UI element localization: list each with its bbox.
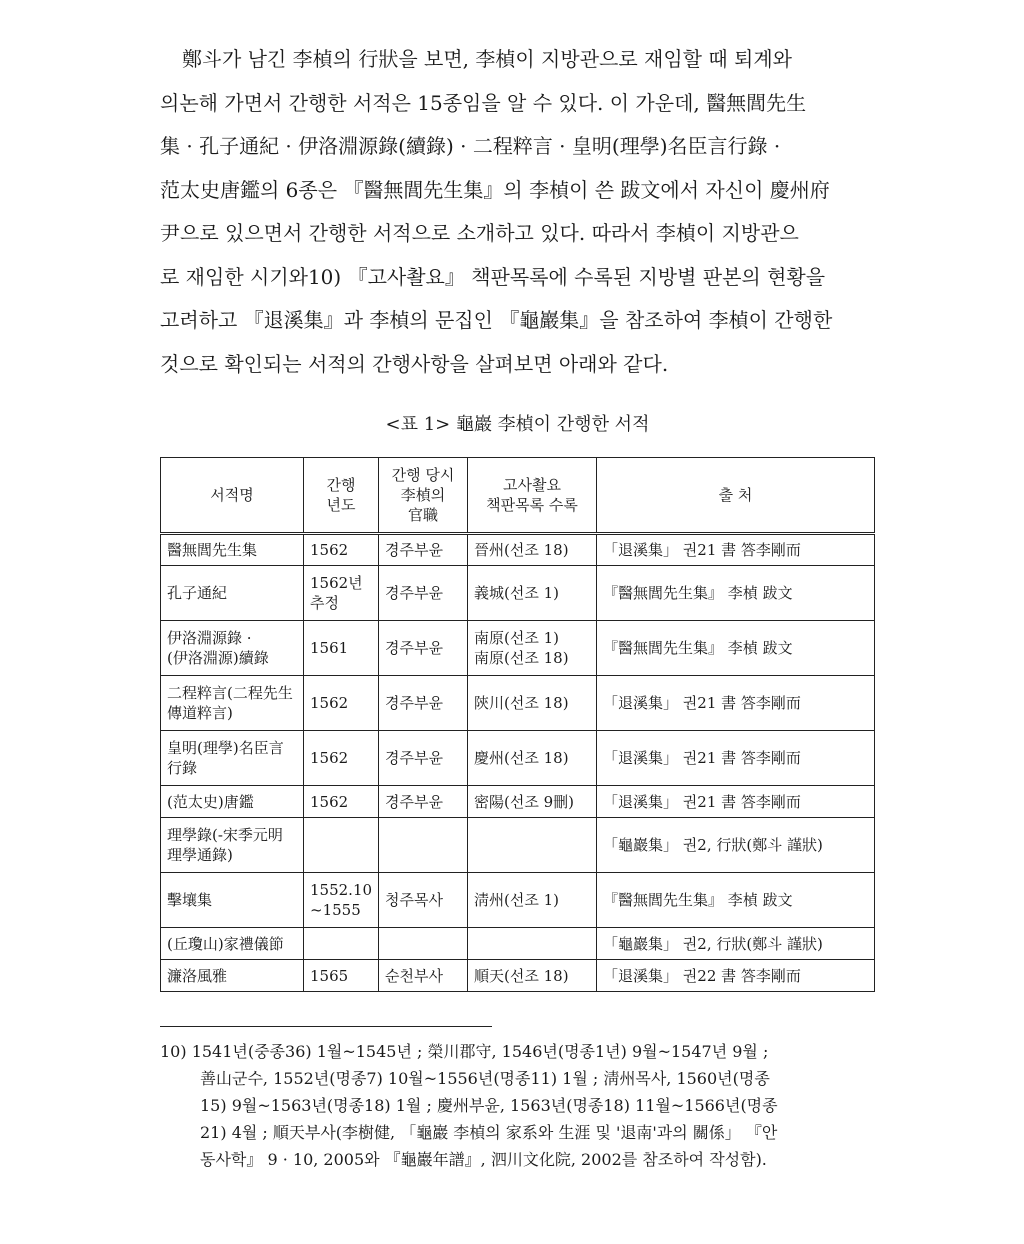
table-row [161,676,875,731]
source-cell: 「退溪集」 권21 書 答李剛而 [597,731,875,786]
source-cell: 「龜巖集」 권2, 行狀(鄭斗 謹狀) [597,818,875,873]
body-line: 集 · 孔子通紀 · 伊洛淵源錄(續錄) · 二程粹言 · 皇明(理學)名臣言行錄 · [160,134,781,158]
footnote-line: 善山군수, 1552년(명종7) 10월~1556년(명종11) 1월 ; 淸州목사, 1560년(명종 [200,1069,770,1088]
books-table [160,457,875,992]
footnote-line: 15) 9월~1563년(명종18) 1월 ; 慶州부윤, 1563년(명종18) 11월~1566년(명종 [200,1096,778,1115]
table-row [161,621,875,676]
footnote-line: 동사학』 9 · 10, 2005와 『龜巖年譜』, 泗川文化院, 2002를 참조하여 작성함). [200,1150,767,1169]
source-cell: 「退溪集」 권21 書 答李剛而 [597,534,875,566]
source-cell: 『醫無閭先生集』 李楨 跋文 [597,566,875,621]
office-cell: 경주부윤 [379,786,468,818]
body-line: 고려하고 『退溪集』과 李楨의 문집인 『龜巖集』을 참조하여 李楨이 간행한 [160,308,833,332]
office-cell: 경주부윤 [379,566,468,621]
pub-year-cell: 1562 [304,534,379,566]
office-cell: 경주부윤 [379,676,468,731]
table-row [161,786,875,818]
table-row [161,928,875,960]
table-header-row [161,458,875,534]
pub-year-cell [304,928,379,960]
source-cell: 『醫無閭先生集』 李楨 跋文 [597,621,875,676]
book-title-cell: 理學錄(-宋季元明 理學通錄) [161,818,304,873]
office-cell: 경주부윤 [379,621,468,676]
header-cell: 간행 년도 [304,458,379,534]
source-cell: 『醫無閭先生集』 李楨 跋文 [597,873,875,928]
woodblock-record-cell: 義城(선조 1) [468,566,597,621]
book-title-cell: (范太史)唐鑑 [161,786,304,818]
table-row [161,534,875,566]
book-title-cell: 孔子通紀 [161,566,304,621]
office-cell: 경주부윤 [379,731,468,786]
office-cell: 순천부사 [379,960,468,992]
book-title-cell: 擊壤集 [161,873,304,928]
pub-year-cell [304,818,379,873]
office-cell [379,818,468,873]
header-cell: 서적명 [161,458,304,534]
woodblock-record-cell: 慶州(선조 18) [468,731,597,786]
body-line: 의논해 가면서 간행한 서적은 15종임을 알 수 있다. 이 가운데, 醫無閭先生 [160,90,807,115]
body-line: 鄭斗가 남긴 李楨의 行狀을 보면, 李楨이 지방관으로 재임할 때 퇴계와 [182,47,792,71]
pub-year-cell: 1562 [304,786,379,818]
woodblock-record-cell: 密陽(선조 9刪) [468,786,597,818]
woodblock-record-cell: 晉州(선조 18) [468,534,597,566]
woodblock-record-cell: 南原(선조 1) 南原(선조 18) [468,621,597,676]
body-paragraph [160,38,875,386]
body-line: 范太史唐鑑의 6종은 『醫無閭先生集』의 李楨이 쓴 跋文에서 자신이 慶州府 [160,177,830,202]
table-row [161,873,875,928]
body-line: 것으로 확인되는 서적의 간행사항을 살펴보면 아래와 같다. [160,351,669,376]
table-row [161,566,875,621]
pub-year-cell: 1562년 추정 [304,566,379,621]
body-line: 尹으로 있으면서 간행한 서적으로 소개하고 있다. 따라서 李楨이 지방관으 [160,221,799,245]
pub-year-cell: 1562 [304,676,379,731]
header-cell: 간행 당시 李楨의 官職 [379,458,468,534]
woodblock-record-cell [468,818,597,873]
book-title-cell: 醫無閭先生集 [161,534,304,566]
table-row [161,960,875,992]
book-title-cell: 濂洛風雅 [161,960,304,992]
body-line: 로 재임한 시기와10) 『고사촬요』 책판목록에 수록된 지방별 판본의 현황을 [160,264,826,289]
office-cell: 경주부윤 [379,534,468,566]
table-caption: <표 1> 龜巖 李楨이 간행한 서적 [385,414,650,435]
footnote-line: 10) 1541년(중종36) 1월~1545년 ; 榮川郡守, 1546년(명종1년) 9월~1547년 9월 ; [160,1042,769,1061]
table-body [161,534,875,992]
source-cell: 「退溪集」 권22 書 答李剛而 [597,960,875,992]
office-cell: 청주목사 [379,873,468,928]
table-row [161,818,875,873]
pub-year-cell: 1552.10 ~1555 [304,873,379,928]
book-title-cell: 二程粹言(二程先生 傳道粹言) [161,676,304,731]
woodblock-record-cell: 順天(선조 18) [468,960,597,992]
table-row [161,731,875,786]
footnote [160,1038,875,1173]
woodblock-record-cell [468,928,597,960]
source-cell: 「退溪集」 권21 書 答李剛而 [597,676,875,731]
office-cell [379,928,468,960]
header-cell: 고사촬요 책판목록 수록 [468,458,597,534]
pub-year-cell: 1562 [304,731,379,786]
book-title-cell: (丘瓊山)家禮儀節 [161,928,304,960]
footnote-divider [160,1026,492,1027]
woodblock-record-cell: 陝川(선조 18) [468,676,597,731]
source-cell: 「退溪集」 권21 書 答李剛而 [597,786,875,818]
pub-year-cell: 1561 [304,621,379,676]
pub-year-cell: 1565 [304,960,379,992]
book-title-cell: 皇明(理學)名臣言 行錄 [161,731,304,786]
woodblock-record-cell: 淸州(선조 1) [468,873,597,928]
footnote-line: 21) 4월 ; 順天부사(李樹健, 「龜巖 李楨의 家系와 生涯 및 '退南'과의 關係」 『안 [200,1123,778,1142]
header-cell: 출 처 [597,458,875,534]
book-title-cell: 伊洛淵源錄 · (伊洛淵源)續錄 [161,621,304,676]
source-cell: 「龜巖集」 권2, 行狀(鄭斗 謹狀) [597,928,875,960]
